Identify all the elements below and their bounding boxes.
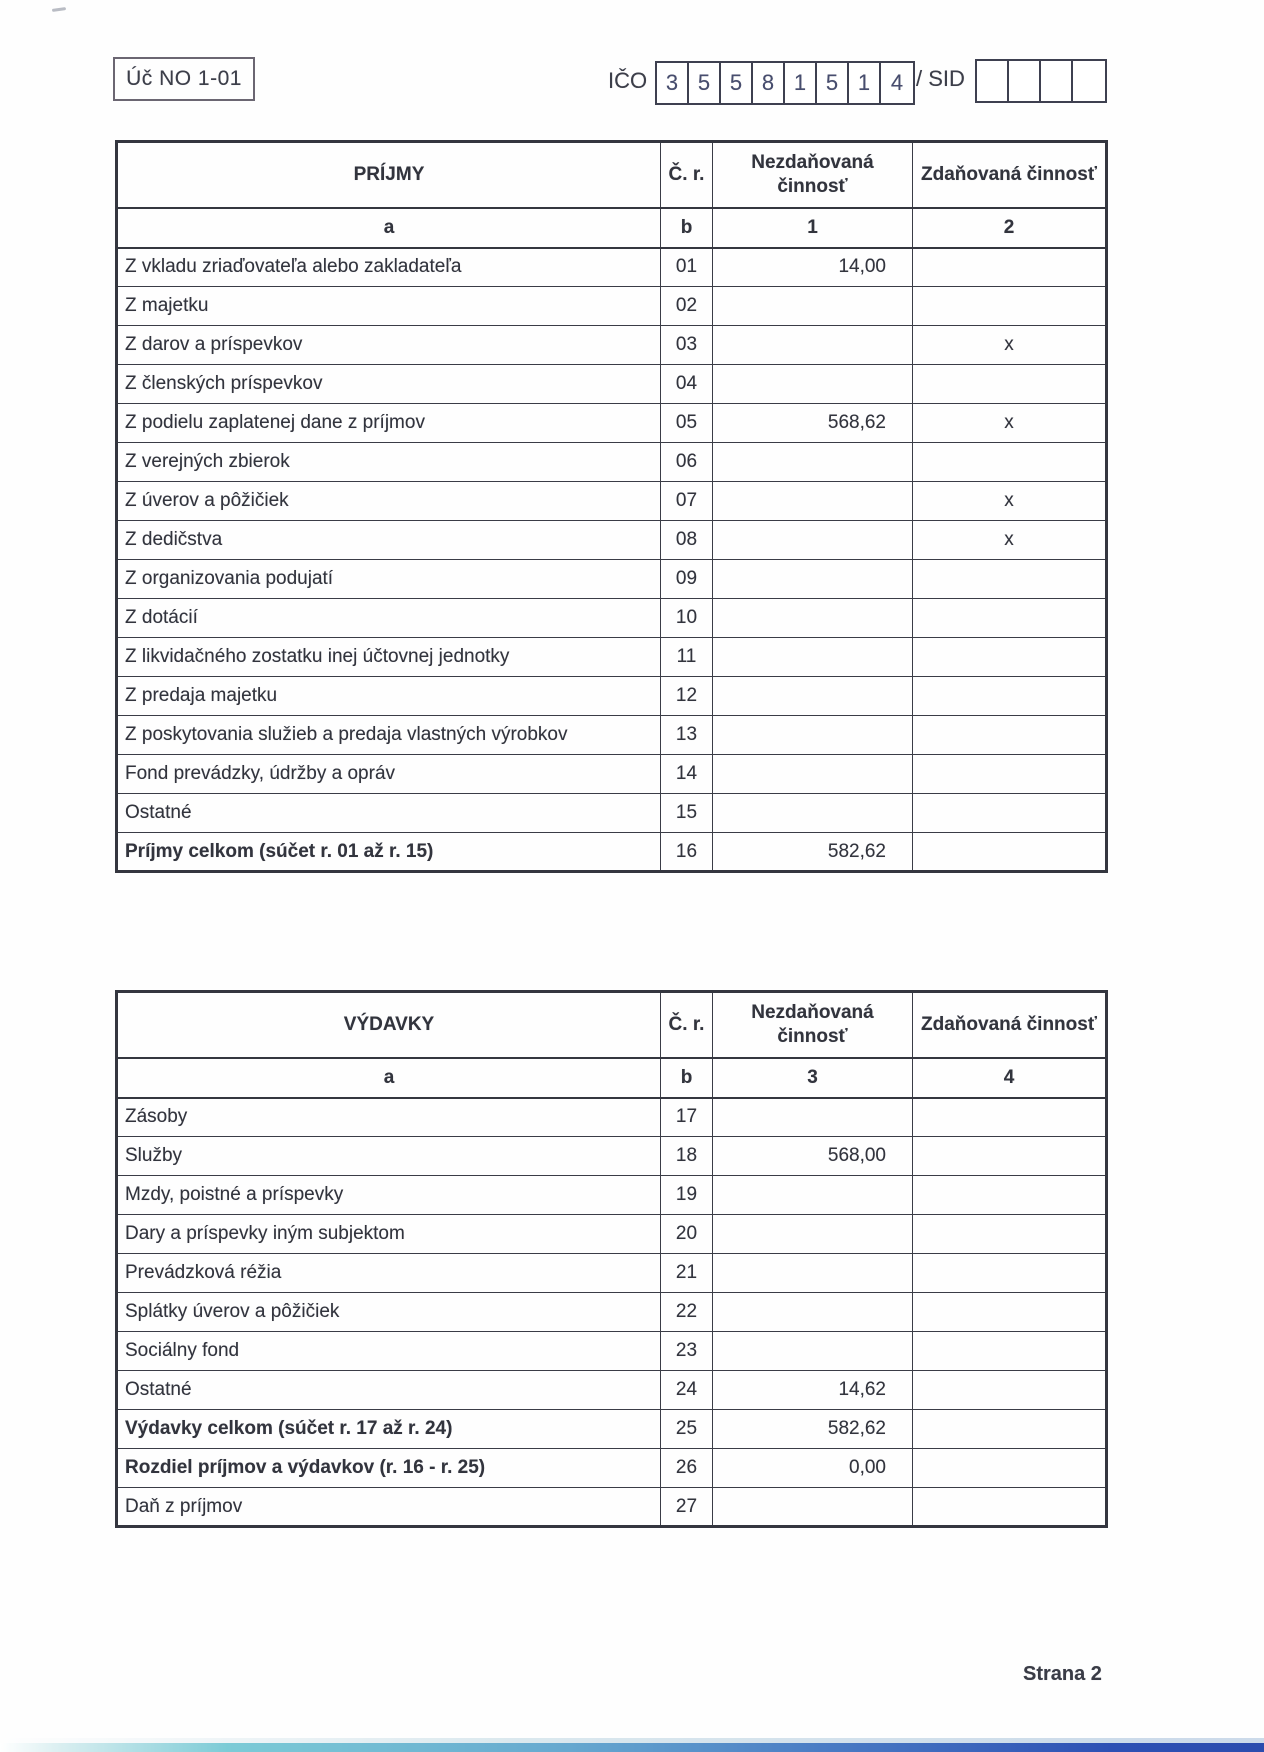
untaxed-value	[713, 1488, 913, 1527]
row-number: 15	[661, 794, 713, 833]
sid-cell	[1041, 61, 1073, 101]
expense-header-row	[117, 992, 1107, 1058]
ico-digit-cell: 5	[689, 63, 721, 103]
row-label: Fond prevádzky, údržby a opráv	[117, 755, 661, 794]
row-label: Výdavky celkom (súčet r. 17 až r. 24)	[117, 1410, 661, 1449]
ico-digit-cell: 5	[721, 63, 753, 103]
row-number: 05	[661, 404, 713, 443]
untaxed-value	[713, 1098, 913, 1137]
taxed-mark	[913, 560, 1107, 599]
row-number: 07	[661, 482, 713, 521]
untaxed-value: 0,00	[713, 1449, 913, 1488]
income-table	[115, 140, 1108, 873]
untaxed-value	[713, 287, 913, 326]
taxed-mark	[913, 1215, 1107, 1254]
subheader-a: a	[117, 208, 661, 248]
table-row	[117, 1410, 1107, 1449]
taxed-mark	[913, 1254, 1107, 1293]
untaxed-value	[713, 755, 913, 794]
table-row	[117, 248, 1107, 287]
row-number-column-header: Č. r.	[661, 992, 713, 1058]
row-number: 19	[661, 1176, 713, 1215]
row-label: Mzdy, poistné a príspevky	[117, 1176, 661, 1215]
table-row	[117, 1137, 1107, 1176]
row-number: 24	[661, 1371, 713, 1410]
row-number: 18	[661, 1137, 713, 1176]
table-row	[117, 365, 1107, 404]
taxed-mark	[913, 716, 1107, 755]
ico-digit-cell: 1	[785, 63, 817, 103]
scan-artifact	[52, 7, 66, 12]
untaxed-value	[713, 794, 913, 833]
row-label: Z členských príspevkov	[117, 365, 661, 404]
row-label: Z vkladu zriaďovateľa alebo zakladateľa	[117, 248, 661, 287]
untaxed-value	[713, 638, 913, 677]
row-label: Služby	[117, 1137, 661, 1176]
form-code-box	[113, 57, 255, 101]
taxed-mark	[913, 638, 1107, 677]
row-number: 02	[661, 287, 713, 326]
ico-digit-cell: 5	[817, 63, 849, 103]
taxed-mark: x	[913, 482, 1107, 521]
row-label: Z dedičstva	[117, 521, 661, 560]
taxed-activity-column-header: Zdaňovaná činnosť	[913, 142, 1107, 208]
row-number: 22	[661, 1293, 713, 1332]
ico-digit-cell: 1	[849, 63, 881, 103]
row-number: 10	[661, 599, 713, 638]
untaxed-value: 568,00	[713, 1137, 913, 1176]
row-number: 11	[661, 638, 713, 677]
ico-digit-cell: 4	[890, 70, 904, 95]
table-row	[117, 1215, 1107, 1254]
untaxed-value	[713, 1293, 913, 1332]
row-label: Splátky úverov a pôžičiek	[117, 1293, 661, 1332]
subheader-col1: 1	[713, 208, 913, 248]
table-row	[117, 1176, 1107, 1215]
row-label: Z predaja majetku	[117, 677, 661, 716]
expense-title: VÝDAVKY	[117, 992, 661, 1058]
row-label: Z organizovania podujatí	[117, 560, 661, 599]
table-row	[117, 1098, 1107, 1137]
untaxed-value: 14,62	[713, 1371, 913, 1410]
table-row	[117, 1371, 1107, 1410]
row-number-column-header: Č. r.	[661, 142, 713, 208]
form-code-label: Úč NO 1-01	[126, 67, 242, 90]
sid-boxes	[975, 59, 1107, 103]
income-title: PRÍJMY	[117, 142, 661, 208]
taxed-activity-column-header: Zdaňovaná činnosť	[913, 992, 1107, 1058]
taxed-mark	[913, 833, 1107, 872]
row-label: Z poskytovania služieb a predaja vlastných výrobkov	[117, 716, 661, 755]
taxed-mark	[913, 443, 1107, 482]
table-row	[117, 716, 1107, 755]
taxed-mark	[913, 599, 1107, 638]
row-label: Dary a príspevky iným subjektom	[117, 1215, 661, 1254]
ico-digit-boxes	[655, 61, 915, 105]
taxed-mark	[913, 1449, 1107, 1488]
row-number: 16	[661, 833, 713, 872]
subheader-col2: 2	[913, 208, 1107, 248]
expense-table	[115, 990, 1108, 1528]
taxed-mark	[913, 1137, 1107, 1176]
untaxed-value	[713, 326, 913, 365]
row-number: 21	[661, 1254, 713, 1293]
income-subheader-row	[117, 208, 1107, 248]
page-number: Strana 2	[1023, 1663, 1102, 1685]
taxed-mark	[913, 1293, 1107, 1332]
taxed-mark	[913, 248, 1107, 287]
row-label: Z verejných zbierok	[117, 443, 661, 482]
untaxed-value: 582,62	[713, 1410, 913, 1449]
sid-cell	[1073, 61, 1105, 101]
sid-cell	[977, 61, 1009, 101]
row-label: Z darov a príspevkov	[117, 326, 661, 365]
untaxed-value: 14,00	[713, 248, 913, 287]
taxed-mark: x	[913, 404, 1107, 443]
subheader-b: b	[661, 1058, 713, 1098]
subheader-col3: 3	[713, 1058, 913, 1098]
table-row	[117, 1254, 1107, 1293]
table-row	[117, 599, 1107, 638]
row-label: Príjmy celkom (súčet r. 01 až r. 15)	[117, 833, 661, 872]
row-number: 23	[661, 1332, 713, 1371]
table-row	[117, 326, 1107, 365]
row-label: Z úverov a pôžičiek	[117, 482, 661, 521]
table-row	[117, 794, 1107, 833]
taxed-mark	[913, 677, 1107, 716]
table-row	[117, 1449, 1107, 1488]
taxed-mark	[913, 1176, 1107, 1215]
table-row	[117, 638, 1107, 677]
row-label: Z majetku	[117, 287, 661, 326]
table-row	[117, 287, 1107, 326]
ico-digit-cell: 8	[753, 63, 785, 103]
row-number: 06	[661, 443, 713, 482]
table-row	[117, 560, 1107, 599]
row-label: Rozdiel príjmov a výdavkov (r. 16 - r. 25)	[117, 1449, 661, 1488]
untaxed-value	[713, 677, 913, 716]
subheader-b: b	[661, 208, 713, 248]
untaxed-value	[713, 443, 913, 482]
untaxed-activity-column-header	[713, 142, 913, 208]
row-label: Ostatné	[117, 1371, 661, 1410]
income-header-row	[117, 142, 1107, 208]
taxed-mark	[913, 755, 1107, 794]
taxed-mark: x	[913, 326, 1107, 365]
row-label: Z podielu zaplatenej dane z príjmov	[117, 404, 661, 443]
untaxed-value	[713, 1215, 913, 1254]
untaxed-value	[713, 1254, 913, 1293]
row-number: 09	[661, 560, 713, 599]
untaxed-activity-label: Nezdaňovaná činnosť	[751, 152, 874, 197]
taxed-mark	[913, 1098, 1107, 1137]
row-number: 20	[661, 1215, 713, 1254]
table-row	[117, 755, 1107, 794]
taxed-mark	[913, 365, 1107, 404]
taxed-mark	[913, 794, 1107, 833]
untaxed-value	[713, 1176, 913, 1215]
taxed-mark	[913, 1488, 1107, 1527]
taxed-mark	[913, 1371, 1107, 1410]
row-number: 27	[661, 1488, 713, 1527]
row-label: Ostatné	[117, 794, 661, 833]
subheader-col4: 4	[913, 1058, 1107, 1098]
table-row	[117, 833, 1107, 872]
table-row	[117, 1293, 1107, 1332]
untaxed-value	[713, 521, 913, 560]
table-row	[117, 1332, 1107, 1371]
untaxed-activity-column-header	[713, 992, 913, 1058]
untaxed-activity-label: Nezdaňovaná činnosť	[751, 1002, 874, 1047]
row-number: 12	[661, 677, 713, 716]
table-row	[117, 1488, 1107, 1527]
row-number: 25	[661, 1410, 713, 1449]
row-label: Z likvidačného zostatku inej účtovnej jednotky	[117, 638, 661, 677]
sid-label: / SID	[916, 66, 965, 91]
row-number: 08	[661, 521, 713, 560]
row-label: Z dotácií	[117, 599, 661, 638]
row-number: 14	[661, 755, 713, 794]
untaxed-value	[713, 599, 913, 638]
untaxed-value	[713, 1332, 913, 1371]
row-number: 13	[661, 716, 713, 755]
taxed-mark	[913, 1332, 1107, 1371]
ico-label: IČO	[608, 68, 648, 93]
table-row	[117, 482, 1107, 521]
table-row	[117, 404, 1107, 443]
untaxed-value	[713, 482, 913, 521]
row-label: Daň z príjmov	[117, 1488, 661, 1527]
untaxed-value	[713, 560, 913, 599]
untaxed-value	[713, 716, 913, 755]
taxed-mark	[913, 287, 1107, 326]
untaxed-value	[713, 365, 913, 404]
row-number: 04	[661, 365, 713, 404]
row-number: 26	[661, 1449, 713, 1488]
sid-cell	[1009, 61, 1041, 101]
ico-digit-cell: 3	[657, 63, 689, 103]
taxed-mark: x	[913, 521, 1107, 560]
row-number: 01	[661, 248, 713, 287]
subheader-a: a	[117, 1058, 661, 1098]
untaxed-value: 582,62	[713, 833, 913, 872]
table-row	[117, 443, 1107, 482]
row-label: Sociálny fond	[117, 1332, 661, 1371]
taxed-mark	[913, 1410, 1107, 1449]
row-number: 17	[661, 1098, 713, 1137]
expense-subheader-row	[117, 1058, 1107, 1098]
row-label: Zásoby	[117, 1098, 661, 1137]
scanner-edge-bar	[0, 1743, 1264, 1752]
untaxed-value: 568,62	[713, 404, 913, 443]
row-label: Prevádzková réžia	[117, 1254, 661, 1293]
table-row	[117, 521, 1107, 560]
table-row	[117, 677, 1107, 716]
row-number: 03	[661, 326, 713, 365]
